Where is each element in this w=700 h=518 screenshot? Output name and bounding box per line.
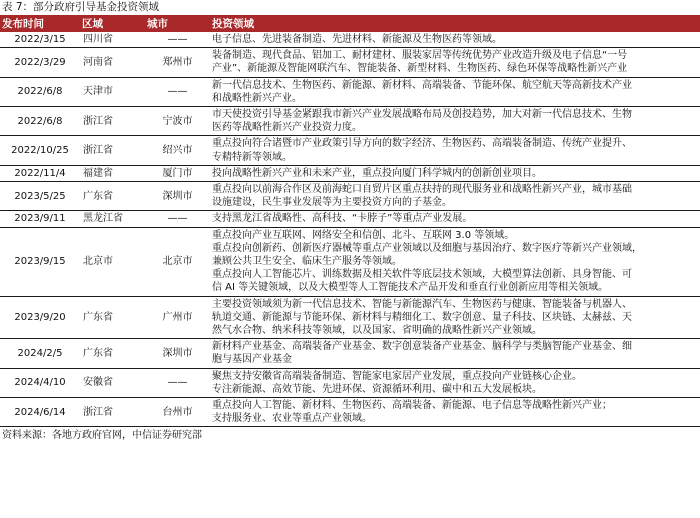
row-city: 绍兴市 [145,136,210,165]
field-text-line: 胞与基因产业基金 [212,354,292,366]
header-province: 区域 [80,15,145,32]
field-text-line: 电子信息、先进装备制造、先进材料、新能源及生物医药等领域。 [212,34,502,45]
field-text-line: 主要投资领域须为新一代信息技术、智能与新能源汽车、生物医药与健康、智能装备与机器人、 [212,298,632,310]
table-row [0,296,700,339]
row-city: —— [145,77,210,106]
fund-investment-table [0,15,700,427]
row-investment-field [210,32,700,48]
row-date: 2023/9/11 [0,211,80,227]
row-investment-field [210,296,700,339]
field-text-line: 和战略性新兴产业。 [212,92,302,104]
field-text-line: 设施建设，民生事业发展等为主要投资方向的子基金。 [212,197,452,209]
field-text-line: 产业”、新能源及智能网联汽车、智能装备、新型材料、生物医药、绿色环保等战略性新兴产业 [212,63,628,75]
row-date: 2024/4/10 [0,368,80,397]
row-province: 四川省 [80,32,145,48]
field-text-line: 装备制造、现代食品、铝加工、耐材建材、服装家居等传统优势产业改造升级及电子信息“一号 [212,50,628,62]
table-row [0,227,700,296]
field-text-line: 重点投向符合诸暨市产业政策引导方向的数字经济、生物医药、高端装备制造、传统产业提升、 [212,138,632,150]
row-date: 2022/3/29 [0,48,80,77]
row-province: 天津市 [80,77,145,106]
row-province: 福建省 [80,165,145,181]
row-city: 深圳市 [145,182,210,211]
row-province: 浙江省 [80,136,145,165]
field-text-line: 重点投向以前海合作区及前海蛇口自贸片区重点扶持的现代服务业和战略性新兴产业，城市基础 [212,184,632,196]
table-body [0,32,700,427]
field-text-line: 然气水合物、纳米科技等领域，以及国家、省明确的战略性新兴产业领域。 [212,325,542,337]
source-note: 资料来源：各地方政府官网，中信证券研究部 [2,430,202,442]
row-city: 深圳市 [145,339,210,368]
row-investment-field [210,368,700,397]
table-row [0,107,700,136]
row-date: 2022/6/8 [0,77,80,106]
row-province: 浙江省 [80,107,145,136]
row-city: 广州市 [145,296,210,339]
row-city: 宁波市 [145,107,210,136]
row-city: —— [145,368,210,397]
row-investment-field [210,211,700,227]
row-city: —— [145,211,210,227]
row-province: 安徽省 [80,368,145,397]
table-row [0,136,700,165]
field-text-line: 投向战略性新兴产业和未来产业，重点投向厦门科学城内的创新创业项目。 [212,167,542,179]
row-province: 北京市 [80,227,145,296]
row-investment-field [210,339,700,368]
field-text-line: 新一代信息技术、生物医药、新能源、新材料、高端装备、节能环保、航空航天等高新技术产业 [212,79,632,91]
header-city: 城市 [145,15,210,32]
field-text-line: 专注新能源、高效节能、先进环保、资源循环利用、碳中和五大发展板块。 [212,383,542,395]
row-province: 黑龙江省 [80,211,145,227]
row-city: —— [145,32,210,48]
field-text-line: 新材料产业基金、高端装备产业基金、数字创意装备产业基金、脑科学与类脑智能产业基金、细 [212,341,632,353]
field-text-line: 重点投向人工智能芯片、训练数据及相关软件等底层技术领域，大模型算法创新、具身智能、可 [212,269,632,281]
field-text-line: 医药等战略性新兴产业投资力度。 [212,122,362,134]
row-date: 2022/6/8 [0,107,80,136]
field-text-line: 信 AI 等关键领域，以及大模型等人工智能技术产品开发和垂直行业创新应用等相关领域。 [212,282,609,294]
row-investment-field [210,48,700,77]
field-text-line: 重点投向创新药、创新医疗器械等重点产业领域以及细胞与基因治疗、数字医疗等新兴产业领域， [212,242,642,254]
row-city: 北京市 [145,227,210,296]
field-text-line: 轨道交通、新能源与节能环保、新材料与精细化工、数字创意、量子科技、区块链、太赫兹、天 [212,311,632,323]
row-investment-field [210,398,700,427]
row-investment-field [210,165,700,181]
row-investment-field [210,182,700,211]
row-date: 2022/11/4 [0,165,80,181]
row-date: 2023/9/20 [0,296,80,339]
row-date: 2024/2/5 [0,339,80,368]
field-text-line: 支持服务业、农业等重点产业领域。 [212,413,372,425]
table-header-row [0,15,700,32]
table-row [0,339,700,368]
header-field: 投资领域 [210,15,700,32]
row-province: 广东省 [80,339,145,368]
row-city: 台州市 [145,398,210,427]
row-investment-field [210,136,700,165]
row-investment-field [210,107,700,136]
row-province: 浙江省 [80,398,145,427]
row-city: 厦门市 [145,165,210,181]
table-row [0,211,700,227]
row-province: 河南省 [80,48,145,77]
row-date: 2024/6/14 [0,398,80,427]
field-text-line: 重点投向产业互联网、网络安全和信创、北斗、互联网 3.0 等领域。 [212,229,515,241]
row-city: 郑州市 [145,48,210,77]
table-row [0,368,700,397]
table-row [0,182,700,211]
row-province: 广东省 [80,296,145,339]
field-text-line: 重点投向人工智能、新材料、生物医药、高端装备、新能源、电子信息等战略性新兴产业； [212,400,612,412]
row-investment-field [210,227,700,296]
field-text-line: 聚焦支持安徽省高端装备制造、智能家电家居产业发展，重点投向产业链核心企业。 [212,370,582,382]
row-date: 2022/3/15 [0,32,80,48]
table-row [0,32,700,48]
row-date: 2023/5/25 [0,182,80,211]
header-date: 发布时间 [0,15,80,32]
row-date: 2023/9/15 [0,227,80,296]
row-province: 广东省 [80,182,145,211]
table-caption: 表 7：部分政府引导基金投资领域 [2,1,160,13]
field-text-line: 兼顾公共卫生安全、临床生产服务等领域。 [212,256,402,268]
field-text-line: 支持黑龙江省战略性、高科技、“卡脖子”等重点产业发展。 [212,213,473,225]
table-row [0,398,700,427]
row-investment-field [210,77,700,106]
table-row [0,77,700,106]
field-text-line: 专精特新等领域。 [212,151,292,163]
table-row [0,48,700,77]
table-row [0,165,700,181]
field-text-line: 市天使投资引导基金紧跟我市新兴产业发展战略布局及创投趋势，加大对新一代信息技术、生物 [212,109,632,121]
row-date: 2022/10/25 [0,136,80,165]
